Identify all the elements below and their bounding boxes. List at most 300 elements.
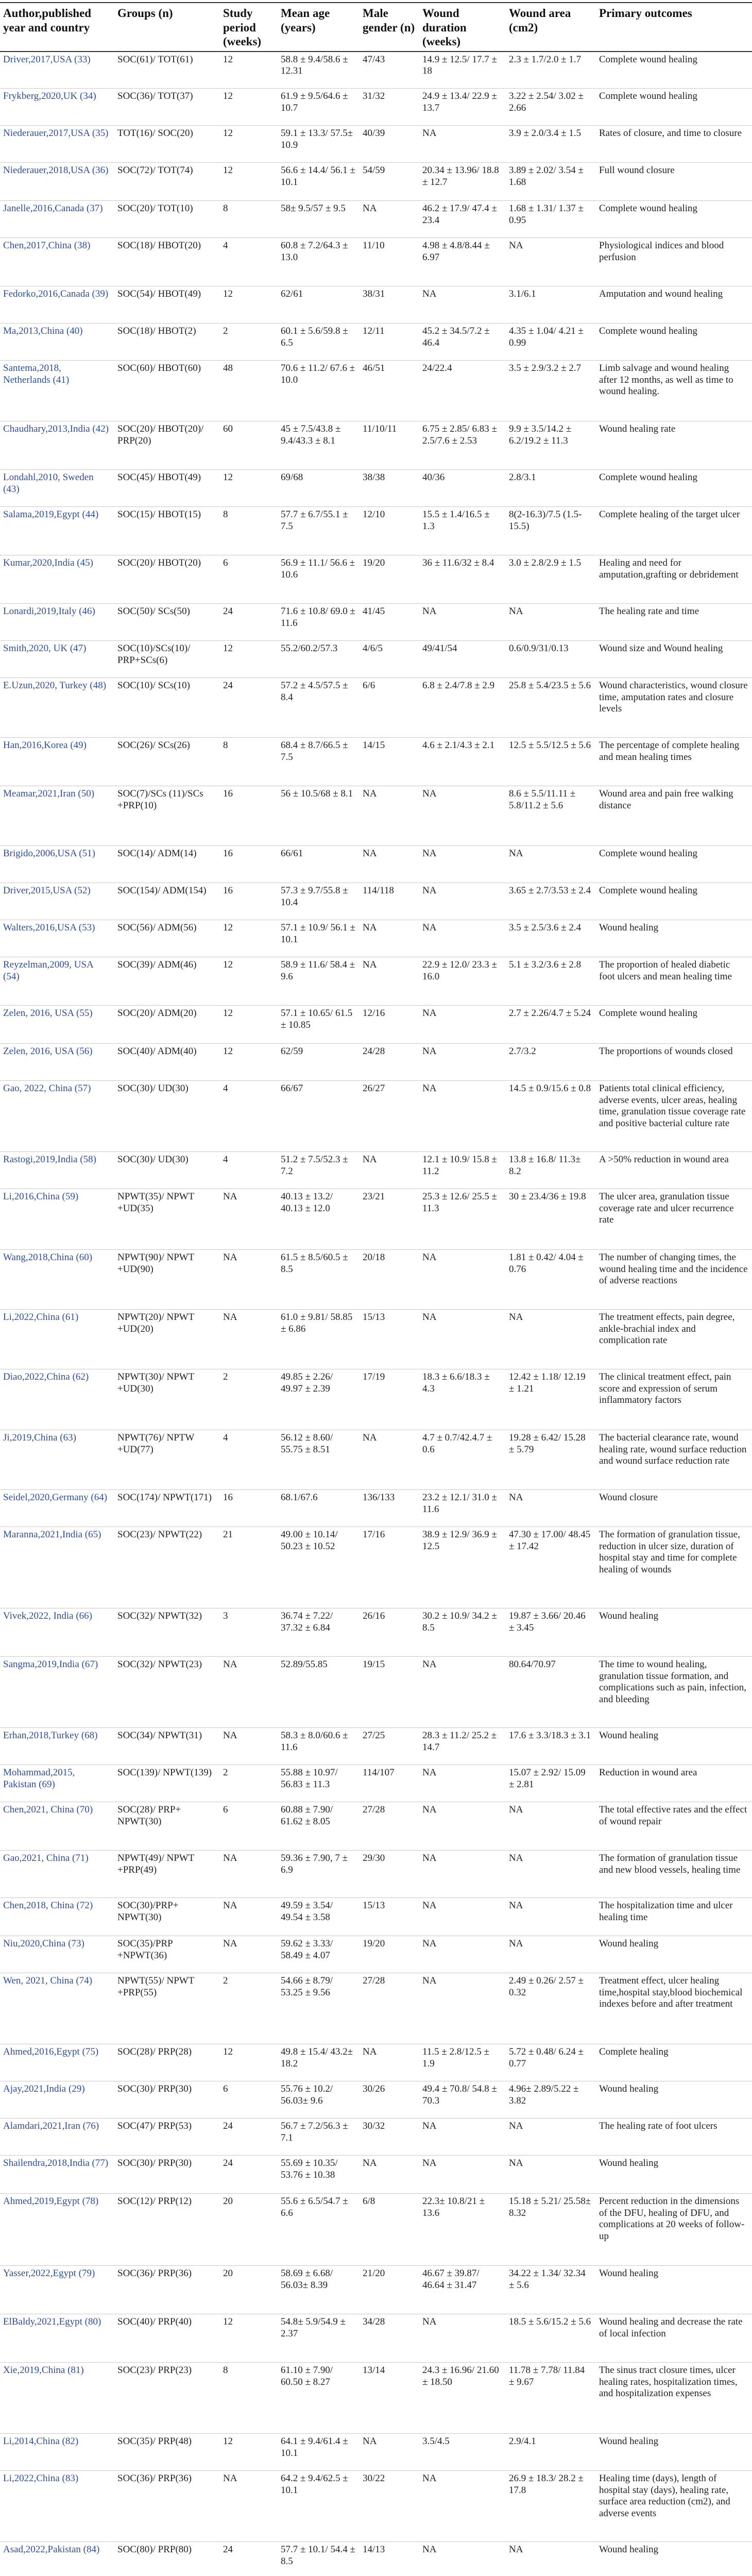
cell-male-gender: NA [363, 1432, 377, 1444]
cell-male-gender: 24/28 [363, 1046, 385, 1057]
cell-groups: SOC(18)/ HBOT(20) [117, 240, 201, 251]
cell-groups: SOC(32)/ NPWT(32) [117, 1611, 202, 1622]
cell-author: Londahl,2010, Sweden (43) [3, 472, 94, 495]
cell-primary-outcomes: The time to wound healing, granulation tissue formation, and complications such as pain, infection, and bleeding [599, 1659, 746, 1705]
cell-study-period: 20 [223, 2268, 233, 2279]
cell-primary-outcomes: The total effective rates and the effect of wound repair [599, 1804, 747, 1827]
table-row [0, 1250, 752, 1310]
table-row [0, 2434, 752, 2471]
cell-wound-duration: NA [422, 1975, 437, 1987]
cell-primary-outcomes: Wound healing [599, 2083, 659, 2095]
cell-wound-area: 3.22 ± 2.54/ 3.02 ± 2.66 [509, 91, 584, 113]
cell-primary-outcomes: Wound size and Wound healing [599, 643, 723, 654]
cell-groups: SOC(14)/ ADM(14) [117, 848, 197, 859]
cell-male-gender: NA [363, 2158, 377, 2169]
cell-study-period: NA [223, 1938, 237, 1950]
cell-author: Gao,2021, China (71) [3, 1853, 89, 1864]
cell-wound-area: 25.8 ± 5.4/23.5 ± 5.6 [509, 680, 591, 691]
cell-groups: SOC(23)/ PRP(23) [117, 2365, 192, 2376]
table-row [0, 1851, 752, 1898]
cell-wound-area: 12.42 ± 1.18/ 12.19 ± 1.21 [509, 1371, 586, 1394]
cell-study-period: 12 [223, 1046, 233, 1057]
table-row [0, 786, 752, 846]
cell-male-gender: 11/10/11 [363, 423, 397, 435]
cell-wound-area: NA [509, 1312, 523, 1323]
cell-primary-outcomes: The clinical treatment effect, pain score and expression of serum inflammatory factors [599, 1371, 731, 1406]
cell-author: Meamar,2021,Iran (50) [3, 788, 95, 800]
cell-groups: SOC(154)/ ADM(154) [117, 885, 207, 896]
table-row [0, 89, 752, 126]
cell-male-gender: NA [363, 2436, 377, 2447]
cell-primary-outcomes: Limb salvage and wound healing after 12 months, as well as time to wound healing. [599, 363, 733, 397]
table-row [0, 641, 752, 678]
cell-wound-area: NA [509, 2121, 523, 2132]
cell-wound-area: NA [509, 606, 523, 617]
cell-groups: SOC(30)/ UD(30) [117, 1083, 189, 1094]
cell-male-gender: 30/22 [363, 2473, 385, 2484]
cell-wound-area: NA [509, 240, 523, 251]
table-row [0, 1189, 752, 1250]
cell-author: Seidel,2020,Germany (64) [3, 1492, 108, 1503]
cell-mean-age: 58± 9.5/57 ± 9.5 [281, 203, 346, 214]
cell-study-period: 12 [223, 91, 233, 102]
table-row [0, 421, 752, 470]
cell-wound-area: 80.64/70.97 [509, 1659, 556, 1670]
cell-mean-age: 64.2 ± 9.4/62.5 ± 10.1 [281, 2473, 348, 2496]
cell-groups: SOC(35)/PRP +NPWT(36) [117, 1938, 173, 1961]
cell-groups: SOC(80)/ PRP(80) [117, 2544, 192, 2555]
header-study-period: Study period (weeks) [220, 3, 278, 52]
cell-groups: SOC(20)/ HBOT(20)/ PRP(20) [117, 423, 204, 446]
cell-male-gender: 13/14 [363, 2365, 385, 2376]
cell-mean-age: 55.88 ± 10.97/ 56.83 ± 11.3 [281, 1767, 338, 1790]
cell-mean-age: 49.59 ± 3.54/ 49.54 ± 3.58 [281, 1900, 333, 1923]
cell-primary-outcomes: The proportions of wounds closed [599, 1046, 733, 1057]
cell-wound-area: 30 ± 23.4/36 ± 19.8 [509, 1191, 586, 1202]
cell-mean-age: 55.2/60.2/57.3 [281, 643, 338, 654]
cell-study-period: 24 [223, 2158, 233, 2169]
cell-study-period: 12 [223, 2046, 233, 2058]
cell-mean-age: 58.9 ± 11.6/ 58.4 ± 9.6 [281, 959, 355, 982]
cell-wound-duration: 40/36 [422, 472, 445, 483]
cell-male-gender: 26/27 [363, 1083, 385, 1094]
cell-wound-duration: 6.75 ± 2.85/ 6.83 ± 2.5/7.6 ± 2.53 [422, 423, 497, 446]
cell-groups: SOC(30)/ PRP(30) [117, 2083, 192, 2095]
cell-author: Zelen, 2016, USA (56) [3, 1046, 93, 1057]
cell-male-gender: 136/133 [363, 1492, 395, 1503]
header-author: Author,published year and country [0, 3, 114, 52]
cell-groups: SOC(20)/ ADM(20) [117, 1008, 197, 1019]
cell-groups: SOC(40)/ PRP(40) [117, 2316, 192, 2328]
cell-groups: SOC(30)/PRP+ NPWT(30) [117, 1900, 179, 1923]
cell-author: Chen,2021, China (70) [3, 1804, 93, 1816]
cell-author: Ahmed,2016,Egypt (75) [3, 2046, 99, 2058]
cell-wound-area: 15.18 ± 5.21/ 25.58± 8.32 [509, 2196, 591, 2218]
cell-author: Santema,2018, Netherlands (41) [3, 363, 70, 385]
cell-male-gender: 15/13 [363, 1900, 385, 1911]
cell-male-gender: NA [363, 788, 377, 800]
table-row [0, 846, 752, 883]
cell-groups: SOC(18)/ HBOT(2) [117, 326, 196, 337]
cell-wound-area: 2.7/3.2 [509, 1046, 536, 1057]
cell-primary-outcomes: Complete wound healing [599, 91, 698, 102]
cell-wound-duration: 22.3± 10.8/21 ± 13.6 [422, 2196, 485, 2218]
cell-study-period: 12 [223, 472, 233, 483]
cell-primary-outcomes: Treatment effect, ulcer healing time,hospital stay,blood biochemical indexes before and after treatment [599, 1975, 743, 2010]
cell-primary-outcomes: The healing rate of foot ulcers [599, 2121, 717, 2132]
cell-study-period: 24 [223, 2544, 233, 2555]
table-row [0, 1152, 752, 1189]
cell-wound-duration: 11.5 ± 2.8/12.5 ± 1.9 [422, 2046, 489, 2069]
cell-groups: SOC(10)/SCs(10)/ PRP+SCs(6) [117, 643, 191, 666]
cell-male-gender: 19/15 [363, 1659, 385, 1670]
cell-mean-age: 49.8 ± 15.4/ 43.2± 18.2 [281, 2046, 353, 2069]
cell-study-period: 48 [223, 363, 233, 374]
table-row [0, 1898, 752, 1936]
cell-mean-age: 62/59 [281, 1046, 303, 1057]
cell-author: Alamdari,2021,Iran (76) [3, 2121, 99, 2132]
cell-male-gender: 27/28 [363, 1975, 385, 1987]
cell-author: Maranna,2021,India (65) [3, 1529, 101, 1540]
cell-male-gender: 46/51 [363, 363, 385, 374]
cell-primary-outcomes: The formation of granulation tissue and new blood vessels, healing time [599, 1853, 741, 1875]
cell-mean-age: 69/68 [281, 472, 303, 483]
cell-wound-duration: 6.8 ± 2.4/7.8 ± 2.9 [422, 680, 495, 691]
cell-primary-outcomes: Complete healing of the target ulcer [599, 509, 740, 520]
cell-male-gender: NA [363, 1154, 377, 1165]
cell-author: Xie,2019,China (81) [3, 2365, 84, 2376]
cell-male-gender: 40/39 [363, 128, 385, 139]
cell-author: Salama,2019,Egypt (44) [3, 509, 99, 520]
cell-mean-age: 52.89/55.85 [281, 1659, 328, 1670]
cell-study-period: NA [223, 1252, 237, 1263]
cell-wound-duration: NA [422, 1312, 437, 1323]
cell-primary-outcomes: Healing and need for amputation,grafting or debridement [599, 557, 739, 580]
cell-wound-area: 14.5 ± 0.9/15.6 ± 0.8 [509, 1083, 591, 1094]
cell-author: Zelen, 2016, USA (55) [3, 1008, 93, 1019]
cell-male-gender: 29/30 [363, 1853, 385, 1864]
cell-primary-outcomes: Wound healing and decrease the rate of local infection [599, 2316, 743, 2339]
cell-mean-age: 57.7 ± 6.7/55.1 ± 7.5 [281, 509, 348, 532]
cell-mean-age: 45 ± 7.5/43.8 ± 9.4/43.3 ± 8.1 [281, 423, 341, 446]
cell-study-period: 2 [223, 1371, 228, 1383]
cell-study-period: 4 [223, 1083, 228, 1094]
cell-study-period: 4 [223, 240, 228, 251]
cell-male-gender: 12/10 [363, 509, 385, 520]
cell-author: Vivek,2022, India (66) [3, 1611, 92, 1622]
cell-study-period: 21 [223, 1529, 233, 1540]
table-body [0, 52, 752, 2576]
cell-male-gender: NA [363, 959, 377, 971]
cell-groups: SOC(34)/ NPWT(31) [117, 1730, 202, 1741]
cell-study-period: 12 [223, 54, 233, 65]
cell-wound-duration: NA [422, 1767, 437, 1778]
cell-wound-area: 15.07 ± 2.92/ 15.09 ± 2.81 [509, 1767, 586, 1790]
cell-author: Shailendra,2018,India (77) [3, 2158, 109, 2169]
cell-primary-outcomes: The formation of granulation tissue, reduction in ulcer size, duration of hospital stay and time for complete healing of wounds [599, 1529, 740, 1575]
cell-wound-area: NA [509, 1804, 523, 1816]
cell-author: Driver,2017,USA (33) [3, 54, 91, 65]
cell-wound-duration: NA [422, 1252, 437, 1263]
cell-wound-duration: NA [422, 1083, 437, 1094]
cell-mean-age: 56.9 ± 11.1/ 56.6 ± 10.6 [281, 557, 355, 580]
cell-study-period: 12 [223, 165, 233, 176]
cell-wound-duration: 45.2 ± 34.5/7.2 ± 46.4 [422, 326, 490, 348]
cell-study-period: 3 [223, 1611, 228, 1622]
cell-author: Li,2016,China (59) [3, 1191, 79, 1202]
cell-wound-duration: 20.34 ± 13.96/ 18.8 ± 12.7 [422, 165, 499, 188]
cell-author: Kumar,2020,India (45) [3, 557, 93, 569]
cell-author: Li,2022,China (83) [3, 2473, 79, 2484]
cell-author: Yasser,2022,Egypt (79) [3, 2268, 95, 2279]
cell-wound-area: NA [509, 848, 523, 859]
table-row [0, 1044, 752, 1081]
cell-author: Ma,2013,China (40) [3, 326, 83, 337]
cell-study-period: 12 [223, 2436, 233, 2447]
cell-wound-duration: NA [422, 2544, 437, 2555]
cell-groups: SOC(47)/ PRP(53) [117, 2121, 192, 2132]
cell-wound-area: 4.35 ± 1.04/ 4.21 ± 0.99 [509, 326, 584, 348]
cell-study-period: 6 [223, 557, 228, 569]
cell-wound-duration: NA [422, 1659, 437, 1670]
cell-wound-area: NA [509, 1938, 523, 1950]
cell-mean-age: 60.1 ± 5.6/59.8 ± 6.5 [281, 326, 348, 348]
cell-primary-outcomes: Complete wound healing [599, 326, 698, 337]
cell-primary-outcomes: The percentage of complete healing and mean healing times [599, 740, 740, 762]
cell-primary-outcomes: Reduction in wound area [599, 1767, 697, 1778]
cell-primary-outcomes: Complete wound healing [599, 1008, 698, 1019]
cell-author: Asad,2022,Pakistan (84) [3, 2544, 100, 2555]
cell-mean-age: 71.6 ± 10.8/ 69.0 ± 11.6 [281, 606, 355, 629]
header-mean-age: Mean age (years) [278, 3, 360, 52]
cell-primary-outcomes: The bacterial clearance rate, wound healing rate, wound surface reduction and wound surface reduction rate [599, 1432, 747, 1467]
cell-author: Sangma,2019,India (67) [3, 1659, 98, 1670]
cell-wound-area: 17.6 ± 3.3/18.3 ± 3.1 [509, 1730, 591, 1741]
cell-wound-duration: 24/22.4 [422, 363, 452, 374]
cell-groups: SOC(32)/ NPWT(23) [117, 1659, 202, 1670]
cell-wound-area: 9.9 ± 3.5/14.2 ± 6.2/19.2 ± 11.3 [509, 423, 572, 446]
cell-male-gender: 12/11 [363, 326, 385, 337]
cell-groups: SOC(30)/ PRP(30) [117, 2158, 192, 2169]
cell-groups: NPWT(76)/ NPTW +UD(77) [117, 1432, 194, 1455]
cell-study-period: 4 [223, 1154, 228, 1165]
cell-primary-outcomes: Wound healing [599, 922, 659, 934]
cell-wound-duration: NA [422, 2121, 437, 2132]
cell-male-gender: 38/38 [363, 472, 385, 483]
cell-primary-outcomes: The sinus tract closure times, ulcer healing rates, hospitalization times, and hospitalization expenses [599, 2365, 738, 2399]
cell-author: E.Uzun,2020, Turkey (48) [3, 680, 107, 691]
cell-author: Walters,2016,USA (53) [3, 922, 95, 934]
cell-wound-duration: 38.9 ± 12.9/ 36.9 ± 12.5 [422, 1529, 497, 1552]
cell-author: Niederauer,2018,USA (36) [3, 165, 109, 176]
cell-primary-outcomes: Wound healing [599, 1730, 659, 1741]
cell-wound-area: NA [509, 1492, 523, 1503]
table-row [0, 470, 752, 507]
table-row [0, 2081, 752, 2119]
cell-groups: SOC(72)/ TOT(74) [117, 165, 193, 176]
cell-author: Smith,2020, UK (47) [3, 643, 87, 654]
cell-wound-area: 1.68 ± 1.31/ 1.37 ± 0.95 [509, 203, 584, 226]
cell-mean-age: 66/67 [281, 1083, 303, 1094]
cell-primary-outcomes: Rates of closure, and time to closure [599, 128, 742, 139]
cell-primary-outcomes: Wound healing [599, 2436, 659, 2447]
cell-primary-outcomes: Wound healing [599, 2158, 659, 2169]
table-row [0, 1081, 752, 1152]
cell-mean-age: 49.00 ± 10.14/ 50.23 ± 10.52 [281, 1529, 338, 1552]
cell-mean-age: 68.1/67.6 [281, 1492, 318, 1503]
cell-groups: SOC(174)/ NPWT(171) [117, 1492, 212, 1503]
cell-mean-age: 55.76 ± 10.2/ 56.03± 9.6 [281, 2083, 333, 2106]
cell-male-gender: 38/31 [363, 289, 385, 300]
cell-male-gender: 4/6/5 [363, 643, 383, 654]
cell-groups: SOC(36)/ PRP(36) [117, 2473, 192, 2484]
cell-wound-duration: 4.98 ± 4.8/8.44 ± 6.97 [422, 240, 490, 263]
cell-primary-outcomes: Physiological indices and blood perfusion [599, 240, 724, 263]
table-row [0, 738, 752, 786]
cell-mean-age: 59.62 ± 3.33/ 58.49 ± 4.07 [281, 1938, 333, 1961]
cell-groups: NPWT(49)/ NPWT +PRP(49) [117, 1853, 194, 1875]
cell-groups: SOC(39)/ ADM(46) [117, 959, 197, 971]
cell-primary-outcomes: Wound healing [599, 1938, 659, 1950]
cell-primary-outcomes: Wound healing rate [599, 423, 676, 435]
header-groups: Groups (n) [114, 3, 220, 52]
cell-study-period: NA [223, 1730, 237, 1741]
cell-author: Rastogi,2019,India (58) [3, 1154, 97, 1165]
cell-wound-area: 13.8 ± 16.8/ 11.3± 8.2 [509, 1154, 581, 1177]
cell-groups: NPWT(55)/ NPWT +PRP(55) [117, 1975, 194, 1998]
cell-study-period: 12 [223, 1008, 233, 1019]
cell-wound-duration: 22.9 ± 12.0/ 23.3 ± 16.0 [422, 959, 497, 982]
cell-primary-outcomes: Full wound closure [599, 165, 675, 176]
cell-study-period: 2 [223, 1767, 228, 1778]
cell-groups: SOC(28)/ PRP(28) [117, 2046, 192, 2058]
table-row [0, 1006, 752, 1044]
cell-male-gender: 41/45 [363, 606, 385, 617]
cell-study-period: 8 [223, 203, 228, 214]
cell-male-gender: 6/6 [363, 680, 375, 691]
cell-wound-area: NA [509, 2158, 523, 2169]
cell-male-gender: 27/25 [363, 1730, 385, 1741]
cell-mean-age: 57.1 ± 10.9/ 56.1 ± 10.1 [281, 922, 355, 945]
cell-wound-area: 3.9 ± 2.0/3.4 ± 1.5 [509, 128, 582, 139]
cell-mean-age: 36.74 ± 7.22/ 37.32 ± 6.84 [281, 1611, 333, 1633]
cell-wound-duration: NA [422, 606, 437, 617]
cell-study-period: 60 [223, 423, 233, 435]
cell-study-period: 4 [223, 1432, 228, 1444]
cell-author: Wen, 2021, China (74) [3, 1975, 93, 1987]
header-wound-duration: Wound duration (weeks) [419, 3, 506, 52]
table-row [0, 1310, 752, 1369]
cell-study-period: NA [223, 1853, 237, 1864]
cell-groups: SOC(50)/ SCs(50) [117, 606, 190, 617]
cell-wound-area: 47.30 ± 17.00/ 48.45 ± 17.42 [509, 1529, 591, 1552]
cell-male-gender: 114/107 [363, 1767, 395, 1778]
cell-author: Reyzelman,2009, USA (54) [3, 959, 93, 982]
header-wound-area: Wound area (cm2) [506, 3, 596, 52]
cell-groups: SOC(36)/ PRP(36) [117, 2268, 192, 2279]
cell-study-period: NA [223, 1659, 237, 1670]
cell-mean-age: 58.69 ± 6.68/ 56.03± 8.39 [281, 2268, 333, 2291]
cell-wound-duration: 49.4 ± 70.8/ 54.8 ± 70.3 [422, 2083, 497, 2106]
cell-male-gender: NA [363, 848, 377, 859]
cell-wound-duration: NA [422, 128, 437, 139]
cell-wound-area: 3.5 ± 2.9/3.2 ± 2.7 [509, 363, 582, 374]
cell-author: ElBaldy,2021,Egypt (80) [3, 2316, 101, 2328]
cell-wound-duration: 24.3 ± 16.96/ 21.60 ± 18.50 [422, 2365, 499, 2387]
cell-groups: SOC(56)/ ADM(56) [117, 922, 197, 934]
cell-wound-duration: 25.3 ± 12.6/ 25.5 ± 11.3 [422, 1191, 497, 1214]
cell-study-period: 16 [223, 848, 233, 859]
table-row [0, 2156, 752, 2194]
cell-male-gender: 27/28 [363, 1804, 385, 1816]
cell-wound-area: 2.49 ± 0.26/ 2.57 ± 0.32 [509, 1975, 584, 1998]
cell-author: Lonardi,2019,Italy (46) [3, 606, 95, 617]
cell-study-period: 24 [223, 680, 233, 691]
cell-groups: SOC(7)/SCs (11)/SCs +PRP(10) [117, 788, 203, 811]
cell-groups: SOC(28)/ PRP+ NPWT(30) [117, 1804, 181, 1827]
cell-male-gender: 14/15 [363, 740, 385, 751]
cell-primary-outcomes: The treatment effects, pain degree, ankle-brachial index and complication rate [599, 1312, 735, 1346]
cell-author: Li,2014,China (82) [3, 2436, 79, 2447]
cell-groups: NPWT(30)/ NPWT +UD(30) [117, 1371, 194, 1394]
cell-study-period: 8 [223, 509, 228, 520]
table-row [0, 1608, 752, 1657]
cell-groups: NPWT(20)/ NPWT +UD(20) [117, 1312, 194, 1334]
cell-primary-outcomes: The proportion of healed diabetic foot ulcers and mean healing time [599, 959, 732, 982]
cell-author: Ahmed,2019,Egypt (78) [3, 2196, 99, 2207]
table-row [0, 1430, 752, 1490]
cell-study-period: 16 [223, 788, 233, 800]
cell-wound-duration: NA [422, 2473, 437, 2484]
table-row [0, 201, 752, 238]
table-row [0, 286, 752, 324]
cell-wound-duration: 30.2 ± 10.9/ 34.2 ± 8.5 [422, 1611, 497, 1633]
cell-study-period: 6 [223, 2083, 228, 2095]
cell-wound-duration: 14.9 ± 12.5/ 17.7 ± 18 [422, 54, 497, 77]
cell-author: Ji,2019,China (63) [3, 1432, 76, 1444]
cell-author: Brigido,2006,USA (51) [3, 848, 95, 859]
cell-groups: SOC(60)/ HBOT(60) [117, 363, 201, 374]
cell-primary-outcomes: Complete wound healing [599, 472, 698, 483]
cell-wound-area: 2.7 ± 2.26/4.7 ± 5.24 [509, 1008, 591, 1019]
table-row [0, 2314, 752, 2363]
table-row [0, 2194, 752, 2266]
cell-primary-outcomes: Wound healing [599, 2268, 659, 2279]
cell-study-period: 24 [223, 606, 233, 617]
table-row [0, 2266, 752, 2314]
cell-groups: SOC(36)/ TOT(37) [117, 91, 193, 102]
outcomes-table [0, 2, 752, 2576]
cell-wound-area: 3.5 ± 2.5/3.6 ± 2.4 [509, 922, 582, 934]
cell-mean-age: 68.4 ± 8.7/66.5 ± 7.5 [281, 740, 348, 762]
cell-wound-duration: NA [422, 2316, 437, 2328]
cell-male-gender: 19/20 [363, 557, 385, 569]
cell-wound-duration: 46.67 ± 39.87/ 46.64 ± 31.47 [422, 2268, 480, 2291]
table-row [0, 324, 752, 361]
cell-groups: SOC(35)/ PRP(48) [117, 2436, 192, 2447]
cell-groups: SOC(23)/ NPWT(22) [117, 1529, 202, 1540]
cell-male-gender: NA [363, 922, 377, 934]
cell-mean-age: 49.85 ± 2.26/ 49.97 ± 2.39 [281, 1371, 333, 1394]
cell-groups: NPWT(90)/ NPWT +UD(90) [117, 1252, 194, 1275]
table-row [0, 238, 752, 286]
cell-wound-duration: NA [422, 1853, 437, 1864]
cell-wound-duration: NA [422, 788, 437, 800]
table-row [0, 1728, 752, 1765]
cell-male-gender: 47/43 [363, 54, 385, 65]
header-primary-outcomes: Primary outcomes [596, 3, 752, 52]
table-row [0, 883, 752, 920]
